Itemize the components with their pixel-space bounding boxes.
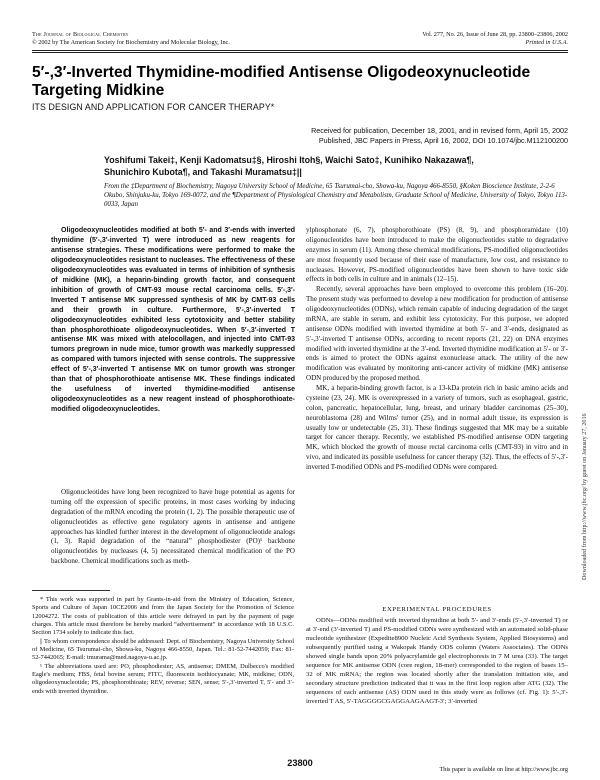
header-rule-2 [32,52,568,53]
methods-text [306,617,568,707]
authors-line-1: Yoshifumi Takei‡, Kenji Kadomatsu‡§, Hiroshi Itoh§, Waichi Sato‡, Kunihiko Nakazawa¶, [104,155,474,165]
introduction [51,488,295,567]
authors-line-2: Shunichiro Kubota¶, and Takashi Muramatsu‡|| [104,166,302,177]
author-list [104,155,568,178]
printed-line: Printed in U.S.A. [525,38,568,46]
footnote-abbreviations: ¹ The abbreviations used are: PO, phosphodiester; AS, antisense; DMEM, Dulbecco's modified Eagle's medium; FBS, fetal bovine serum; FITC, fluorescein isothiocyanate; MK, midkine; ODN, oligodeoxynucleotide; PS, phosphorothioate; REV, reverse; SEN, sense; 5′-,3′-inverted T, 5′- and 3′-ends with inverted thymidine. [32,662,294,695]
footnotes [32,596,294,696]
received-dates [230,126,568,146]
journal-name: The Journal of Biological Chemistry [32,31,129,38]
abstract-text: Oligodeoxynucleotides modified at both 5′- and 3′-ends with inverted thymidine (5′-,3′-inverted T) were introduced as new reagents for antisense strategies. These modifications were performed to make the oligodeoxynucleotides resistant to nucleases. The effectiveness of these oligodeoxynucleotides was evaluated in terms of inhibition of synthesis of midkine (MK), a heparin-binding growth factor, and consequent inhibition of growth of CMT-93 mouse rectal carcinoma cells. 5′-,3′-Inverted T antisense MK suppressed synthesis of MK by CMT-93 cells and their growth in culture. Furthermore, 5′-,3′-inverted T oligodeoxynucleotides exhibited less cytotoxicity and better stability than phosphorothioate oligodeoxynucleotides. When 5′-,3′-inverted T antisense MK was mixed with atelocollagen, and injected into CMT-93 tumors pregrown in nude mice, tumor growth was markedly suppressed as compared with tumors injected with sense controls. The suppressive effect of 5′-,3′-inverted T antisense MK on tumor growth was stronger than that of phosphorothioate antisense MK. These findings indicated the usefulness of inverted thymidine-modified antisense oligodeoxynucleotides as a new reagent instead of phosphorothioate-modified oligodeoxynucleotides. [51,227,295,414]
journal-header [32,31,332,46]
affiliations: From the ‡Department of Biochemistry, Nagoya University School of Medicine, 65 Tsurumai-cho, Showa-ku, Nagoya 466-8550, §Koken Bioscience Institute, 2-2-6 Okubo, Shinjuku-ku, Tokyo 169-0072, and the ¶Department of Physiological Chemistry and Metabolism, Graduate School of Medicine, University of Tokyo, Tokyo 113-0033, Japan [104,183,568,209]
download-watermark: Downloaded from http://www.jbc.org/ by guest on January 27, 2016 [582,413,588,580]
footnote-correspondence: || To whom correspondence should be addressed: Dept. of Biochemistry, Nagoya University School of Medicine, 65 Tsurumai-cho, Showa-ku, Nagoya 466-8550, Japan. Tel.: 81-52-7442059; Fax: 81-52-7442065; E-mail: tmurama@med.nagoya-u.ac.jp. [32,637,294,662]
right-paragraph-2: Recently, several approaches have been employed to overcome this problem (16–20). The present study was performed to develop a new modification for production of antisense oligodeoxynucleotides (ODNs), which remain capable of inducing degradation of the target mRNA, are stable in serum, and exhibit less cytotoxicity. For this purpose, we adopted antisense ODNs modified with inverted thymidine at both 5′- and 3′-ends, designated as 5′-,3′-inverted T antisense ODNs, according to recent reports (21, 22) on DNA enzymes modified with inverted thymidine at the 3′-end. Inverted thymidine modification at 5′- or 3′-ends is aimed to protect the ODNs against exonuclease attack. The utility of the new modification was evaluated by monitoring anti-cancer activity of midkine (MK) antisense ODN produced by the proposed method. [306,285,568,383]
abstract [51,226,295,415]
article-subtitle: ITS DESIGN AND APPLICATION FOR CANCER THERAPY* [32,102,275,112]
section-heading: EXPERIMENTAL PROCEDURES [382,606,492,613]
right-paragraph-3: MK, a heparin-binding growth factor, is a 13-kDa protein rich in basic amino acids and cysteine (23, 24). MK is overexpressed in a variety of tumors, such as esophageal, gastric, colon, pancreatic, hepatocellular, lung, breast, and urinary bladder carcinomas (25–30), neuroblastoma (28) and Wilms' tumor (25), and in normal adult tissue, its expression is usually low or undetectable (25, 31). These findings suggested that MK may be a suitable target for cancer therapy. Recently, we established PS-modified antisense ODN targeting MK, which blocked the growth of mouse rectal carcinoma cells (CMT-93) in vitro and in vivo, and indicated its possible usefulness for cancer therapy (32). Thus, the effects of 5′-,3′-inverted T-modified ODNs and PS-modified ODNs were compared. [306,384,568,471]
right-column [306,226,568,473]
availability-note: This paper is available on line at http://www.jbc.org [439,766,568,773]
footnote-rule [32,590,110,591]
intro-paragraph: Oligonucleotides have long been recognized to have huge potential as agents for turning off the expression of specific proteins, in most cases working by inducing degradation of the mRNA encoding the protein (1, 2). The possible therapeutic use of oligonucleotides as effective gene regulatory agents in antisense and antigene approaches has kindled further interest in the development of oligonucleotide analogs (1, 3). Rapid degradation of the “natural” phosphodiester (PO)¹ backbone oligonucleotides by nucleases (4, 5) necessitated chemical modification of the PO backbone. Chemical modifications such as meth- [51,488,295,566]
footnote-funding: * This work was supported in part by Grants-in-aid from the Ministry of Education, Science, Sports and Culture of Japan 10CE2006 and from the Japan Society for the Promotion of Science 12004272. The costs of publication of this article were defrayed in part by the payment of page charges. This article must therefore be hereby marked “advertisement” in accordance with 18 U.S.C. Section 1734 solely to indicate this fact. [32,596,294,637]
methods-paragraph: ODNs—ODNs modified with inverted thymidine at both 5′- and 3′-ends (5′-,3′-inverted T) or at 3′-end (3′-inverted T) and PS-modified ODNs were synthesized with an automated solid-phase nucleotide synthesizer (Expedite8900 Nucleic Acid Synthesis System, Applied Biosystems) and subsequently purified using a Wakopak Handy ODS column (Waters Associates). The ODNs showed single bands upon 20% polyacrylamide gel electrophoresis in 7 M urea (33). The target sequence for MK antisense ODN (core region, 18-mer) corresponded to the region of bases 15–32 of MK mRNA; the region was located shortly after the translation initiation site, and secondary structure prediction indicated that it was in the first loop region after ATG (32). The sequences of each antisense (AS) ODN used in this study were as follows (cf. Fig. 1): 5′-,3′-inverted T AS, 5′-TAGGGGCGAGGAAGAAGT-3′; 3′-inverted [306,617,568,705]
header-rule [32,50,568,51]
volume-line: Vol. 277, No. 26, Issue of June 28, pp. 23800–23806, 2002 [422,31,568,38]
article-title: 5′-,3′-Inverted Thymidine-modified Antisense Oligodeoxynucleotide Targeting Midkine [32,64,531,99]
issue-info [345,31,568,46]
received-line: Received for publication, December 18, 2001, and in revised form, April 15, 2002 [311,126,568,135]
right-paragraph-1: ylphosphonate (6, 7), phosphorothioate (PS) (8, 9), and phosphoramidate (10) oligonucleotides have been introduced to make the oligonucleotides stable to degradative enzymes in serum (11). Among these chemical modifications, PS-modified oligonucleotides are most frequently used because of their ease of manufacture, low cost, and resistance to nucleases. However, PS-modified oligonucleotides have been shown to have toxic side effects in both cells in culture and in animals (12–15). [306,226,568,284]
copyright: © 2002 by The American Society for Biochemistry and Molecular Biology, Inc. [32,38,230,46]
page-number: 23800 [287,758,313,768]
published-line: Published, JBC Papers in Press, April 16, 2002, DOI 10.1074/jbc.M112100200 [318,136,568,145]
